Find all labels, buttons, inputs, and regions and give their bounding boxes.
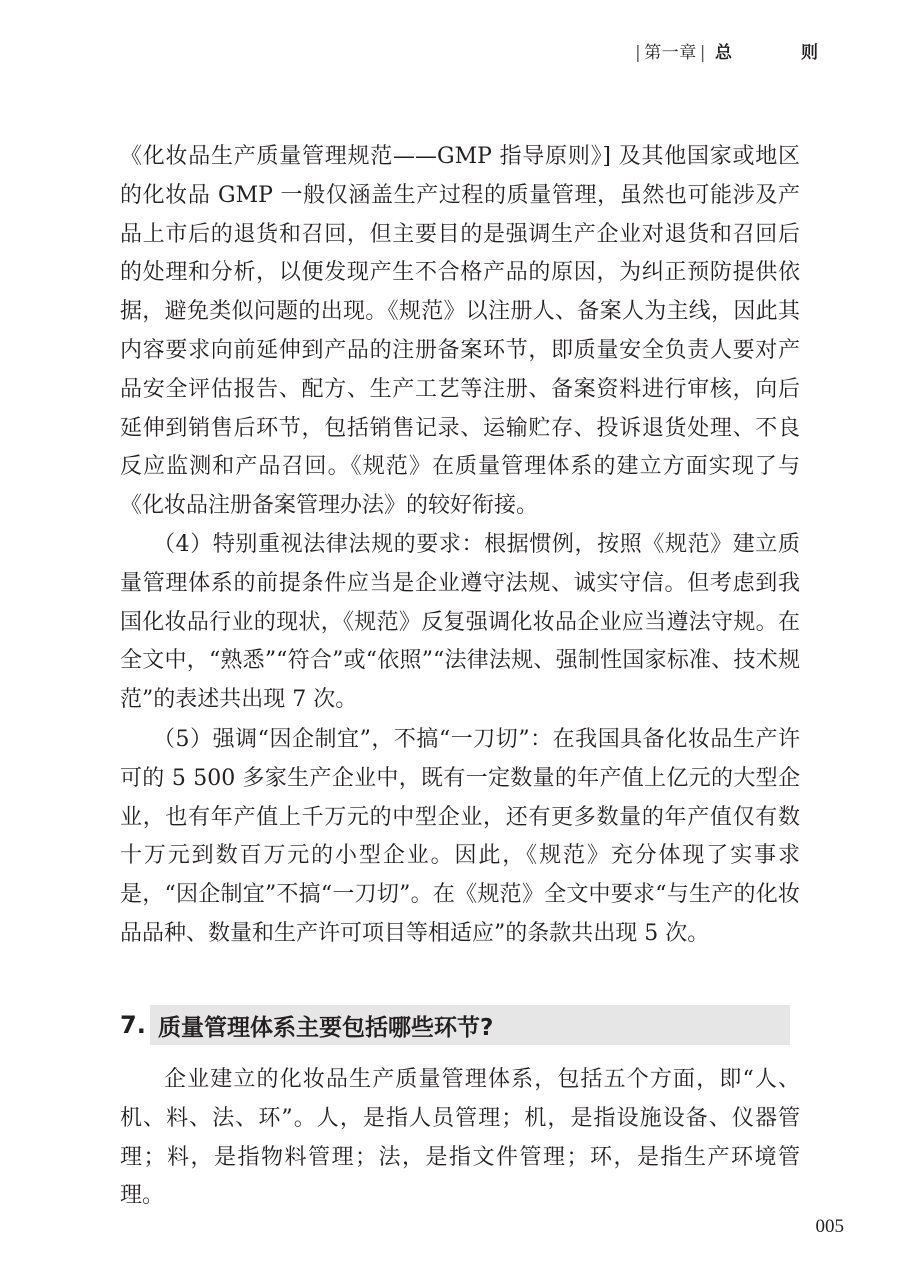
- paragraph-item-5: （5）强调“因企制宜”，不搞“一刀切”：在我国具备化妆品生产许可的 5 500 多家生产企业中，既有一定数量的年产值上亿元的大型企业，也有年产值上千万元的中型企业，还有更多数量的年产值仅有数十万元到数百万元的小型企业。因此，《规范》充分体现了实事求是，“因企制宜”不搞“一刀切”。在《规范》全文中要求“与生产的化妆品品种、数量和生产许可项目等相适应”的条款共出现 5 次。: [120, 727, 800, 946]
- page-number: 005: [815, 1216, 844, 1237]
- paragraph-item-4: （4）特别重视法律法规的要求：根据惯例，按照《规范》建立质量管理体系的前提条件应当是企业遵守法规、诚实守信。但考虑到我国化妆品行业的现状，《规范》反复强调化妆品企业应当遵法守规。在全文中，“熟悉”“符合”或“依照”“法律法规、强制性国家标准、技术规范”的表述共出现 7 次。: [120, 532, 800, 713]
- body-text-item-4: [120, 526, 800, 720]
- body-text-section-7: [120, 1061, 800, 1216]
- running-head: [632, 38, 844, 63]
- body-text-continued: [120, 138, 800, 526]
- running-head-separator: |: [699, 43, 706, 63]
- paragraph-section-7: 企业建立的化妆品生产质量管理体系，包括五个方面，即“人、机、料、法、环”。人，是指人员管理；机，是指设施设备、仪器管理；料，是指物料管理；法，是指文件管理；环，是指生产环境管理。: [120, 1067, 800, 1209]
- running-head-title: 总 则: [715, 43, 844, 63]
- body-text-item-5: [120, 721, 800, 954]
- section-title: 质量管理体系主要包括哪些环节?: [150, 1005, 790, 1045]
- section-number: 7.: [120, 1011, 146, 1039]
- section-heading: [120, 1005, 790, 1045]
- paragraph: 《化妆品生产质量管理规范——GMP 指导原则》] 及其他国家或地区的化妆品 GMP 一般仅涵盖生产过程的质量管理，虽然也可能涉及产品上市后的退货和召回，但主要目的是强调生产企业对退货和召回后的处理和分析，以便发现产生不合格产品的原因，为纠正预防提供依据，避免类似问题的出现。《规范》以注册人、备案人为主线，因此其内容要求向前延伸到产品的注册备案环节，即质量安全负责人要对产品安全评估报告、配方、生产工艺等注册、备案资料进行审核，向后延伸到销售后环节，包括销售记录、运输贮存、投诉退货处理、不良反应监测和产品召回。《规范》在质量管理体系的建立方面实现了与《化妆品注册备案管理办法》的较好衔接。: [120, 144, 800, 519]
- running-head-separator: |: [635, 43, 642, 63]
- running-head-chapter: 第一章: [644, 43, 697, 63]
